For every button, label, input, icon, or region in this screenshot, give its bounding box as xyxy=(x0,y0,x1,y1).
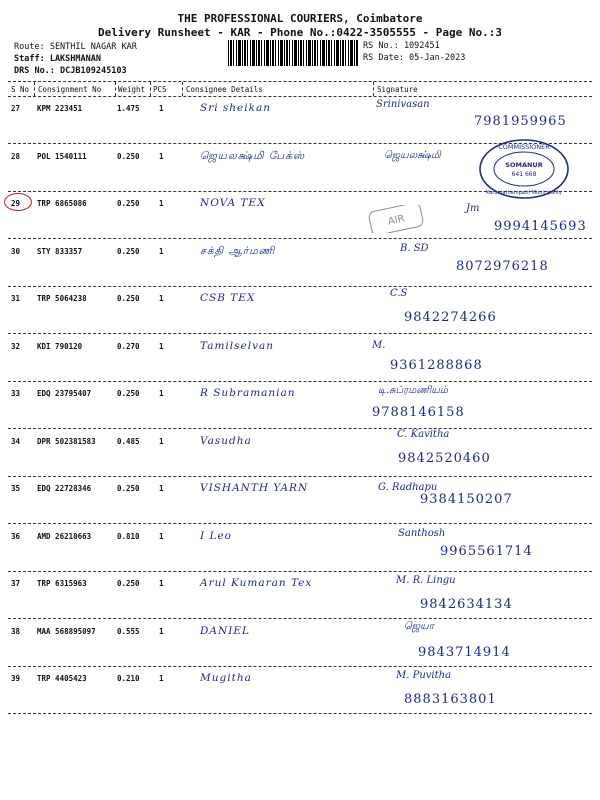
row-signature-phone: 9843714914 xyxy=(418,644,511,660)
row-pcs: 1 xyxy=(159,104,164,113)
row-pcs: 1 xyxy=(159,579,164,588)
row-divider xyxy=(8,428,592,429)
col-divider xyxy=(373,82,374,96)
row-divider xyxy=(8,476,592,477)
row-serial: 29 xyxy=(11,199,21,208)
row-consignment-no: TRP 4405423 xyxy=(37,674,87,683)
row-pcs: 1 xyxy=(159,436,164,446)
row-weight: 0.485 xyxy=(117,436,140,446)
row-pcs: 1 xyxy=(159,246,164,256)
row-consignment-no: KDI 790120 xyxy=(37,341,83,351)
row-divider xyxy=(8,286,592,287)
rs-date: RS Date: 05-Jan-2023 xyxy=(363,53,466,63)
drs-number: DRS No.: DCJB109245103 xyxy=(14,66,127,76)
row-divider xyxy=(8,523,592,524)
row-signature-name: G. Radhapu xyxy=(378,482,438,493)
runsheet-subtitle: Delivery Runsheet - KAR - Phone No.:0422-3505555 - Page No.:3 xyxy=(98,26,502,39)
row-serial: 28 xyxy=(11,151,21,161)
col-divider xyxy=(182,82,183,96)
row-consignee: Arul Kumaran Tex xyxy=(200,577,313,589)
seal-line-3: 641 668 xyxy=(511,171,537,178)
row-consignment-no: EDQ 22728346 xyxy=(37,484,92,493)
row-weight: 0.250 xyxy=(117,199,140,208)
row-weight: 0.250 xyxy=(117,484,140,493)
row-pcs: 1 xyxy=(159,341,164,351)
row-divider xyxy=(8,238,592,239)
row-signature-phone: 9965561714 xyxy=(440,543,533,559)
row-consignee: NOVA TEX xyxy=(200,197,266,209)
row-signature-name: B. SD xyxy=(400,242,429,254)
row-consignment-no: POL 1540111 xyxy=(37,151,87,161)
row-consignee: R Subramanian xyxy=(200,387,296,399)
row-signature-name: Srinivasan xyxy=(376,99,430,110)
row-signature-name: Jm xyxy=(466,203,480,214)
row-consignee: Mugitha xyxy=(200,672,252,684)
circled-row-mark xyxy=(4,193,32,211)
col-consignee: Consignee Details xyxy=(186,85,263,94)
seal-line-4: Karumathampatti Municipality xyxy=(486,190,562,196)
row-divider xyxy=(8,713,592,714)
row-serial: 34 xyxy=(11,436,21,446)
row-serial: 37 xyxy=(11,579,21,588)
row-serial: 36 xyxy=(11,531,21,541)
company-title: THE PROFESSIONAL COURIERS, Coimbatore xyxy=(177,12,423,25)
barcode xyxy=(228,40,358,66)
row-signature-phone: 9384150207 xyxy=(420,492,513,507)
row-signature-phone: 8883163801 xyxy=(404,692,497,707)
row-signature-phone: 9842520460 xyxy=(398,450,491,466)
row-signature-name: டி.சுப்ரமணியம் xyxy=(378,385,448,396)
row-serial: 35 xyxy=(11,484,21,493)
col-divider xyxy=(115,82,116,96)
faint-stamp-text: AIR xyxy=(386,213,406,228)
row-serial: 38 xyxy=(11,626,21,636)
row-consignee: VISHANTH YARN xyxy=(200,482,309,494)
row-consignee: CSB TEX xyxy=(200,292,256,304)
row-signature-name: ஜெயா xyxy=(404,620,434,632)
row-serial: 31 xyxy=(11,294,21,303)
row-pcs: 1 xyxy=(159,199,164,208)
row-signature-name: ஜெயலக்ஷ்மி xyxy=(384,149,441,161)
row-consignment-no: DPR 502381583 xyxy=(37,436,96,446)
col-divider xyxy=(34,82,35,96)
header-bottom-rule xyxy=(8,96,592,97)
row-pcs: 1 xyxy=(159,294,164,303)
seal-line-1: COMMISSIONER xyxy=(498,143,550,151)
row-serial: 30 xyxy=(11,246,21,256)
col-consignment: Consignment No xyxy=(38,85,102,94)
row-signature-name: C.S xyxy=(390,288,408,299)
row-divider xyxy=(8,618,592,619)
row-weight: 0.210 xyxy=(117,674,140,683)
row-pcs: 1 xyxy=(159,674,164,683)
row-signature-name: M. R. Lingu xyxy=(396,575,456,586)
row-weight: 0.250 xyxy=(117,579,140,588)
row-weight: 0.250 xyxy=(117,389,140,398)
row-divider xyxy=(8,333,592,334)
row-divider xyxy=(8,666,592,667)
row-pcs: 1 xyxy=(159,389,164,398)
row-signature-name: M. xyxy=(372,339,386,351)
row-signature-phone: 9994145693 xyxy=(494,219,587,234)
row-consignee: I Leo xyxy=(200,529,232,542)
row-divider xyxy=(8,571,592,572)
row-signature-phone: 9361288868 xyxy=(390,357,483,373)
row-pcs: 1 xyxy=(159,484,164,493)
row-consignment-no: AMD 26210663 xyxy=(37,531,92,541)
row-consignee: Vasudha xyxy=(200,434,252,447)
row-weight: 1.475 xyxy=(117,104,140,113)
route-label: Route: SENTHIL NAGAR KAR xyxy=(14,42,137,52)
row-serial: 39 xyxy=(11,674,21,683)
row-weight: 0.810 xyxy=(117,531,140,541)
row-signature-phone: 9842274266 xyxy=(404,310,497,325)
rs-number: RS No.: 1092451 xyxy=(363,41,440,51)
col-pcs: PCS xyxy=(153,85,167,94)
row-consignee: ஜெயலக்ஷ்மி பேக்ஸ் xyxy=(200,149,306,162)
row-weight: 0.555 xyxy=(117,626,140,636)
row-consignee: DANIEL xyxy=(200,624,250,637)
row-consignment-no: TRP 5064238 xyxy=(37,294,87,303)
col-weight: Weight xyxy=(118,85,146,94)
row-weight: 0.250 xyxy=(117,294,140,303)
row-divider xyxy=(8,381,592,382)
row-pcs: 1 xyxy=(159,626,164,636)
row-serial: 32 xyxy=(11,341,21,351)
row-pcs: 1 xyxy=(159,531,164,541)
row-signature-phone: 7981959965 xyxy=(474,114,567,129)
row-consignment-no: MAA 568895097 xyxy=(37,626,96,636)
row-signature-phone: 9788146158 xyxy=(372,405,465,420)
row-consignment-no: TRP 6315963 xyxy=(37,579,87,588)
row-signature-phone: 9842634134 xyxy=(420,597,513,612)
row-signature-name: C. Kavitha xyxy=(397,428,450,440)
row-consignment-no: TRP 6865086 xyxy=(37,199,87,208)
commissioner-seal xyxy=(478,138,570,200)
row-signature-phone: 8072976218 xyxy=(456,258,549,274)
row-serial: 27 xyxy=(11,104,21,113)
table-top-rule xyxy=(8,81,592,82)
row-consignee: Tamilselvan xyxy=(200,339,275,352)
row-weight: 0.250 xyxy=(117,246,140,256)
row-consignment-no: KPM 223451 xyxy=(37,104,83,113)
row-weight: 0.270 xyxy=(117,341,140,351)
row-consignee: சக்தி ஆர்மணி xyxy=(200,244,276,257)
row-weight: 0.250 xyxy=(117,151,140,161)
staff-label: Staff: LAKSHMANAN xyxy=(14,54,101,64)
row-pcs: 1 xyxy=(159,151,164,161)
row-signature-name: M. Puvitha xyxy=(396,670,452,681)
row-serial: 33 xyxy=(11,389,21,398)
col-signature: Signature xyxy=(377,85,418,94)
row-consignee: Sri sheikan xyxy=(200,102,272,114)
seal-line-2: SOMANUR xyxy=(505,161,543,169)
col-sno: S No xyxy=(11,85,30,94)
col-divider xyxy=(150,82,151,96)
row-consignment-no: STY 833357 xyxy=(37,246,83,256)
faint-stamp xyxy=(368,205,424,233)
row-consignment-no: EDQ 23795407 xyxy=(37,389,92,398)
row-signature-name: Santhosh xyxy=(398,527,446,539)
